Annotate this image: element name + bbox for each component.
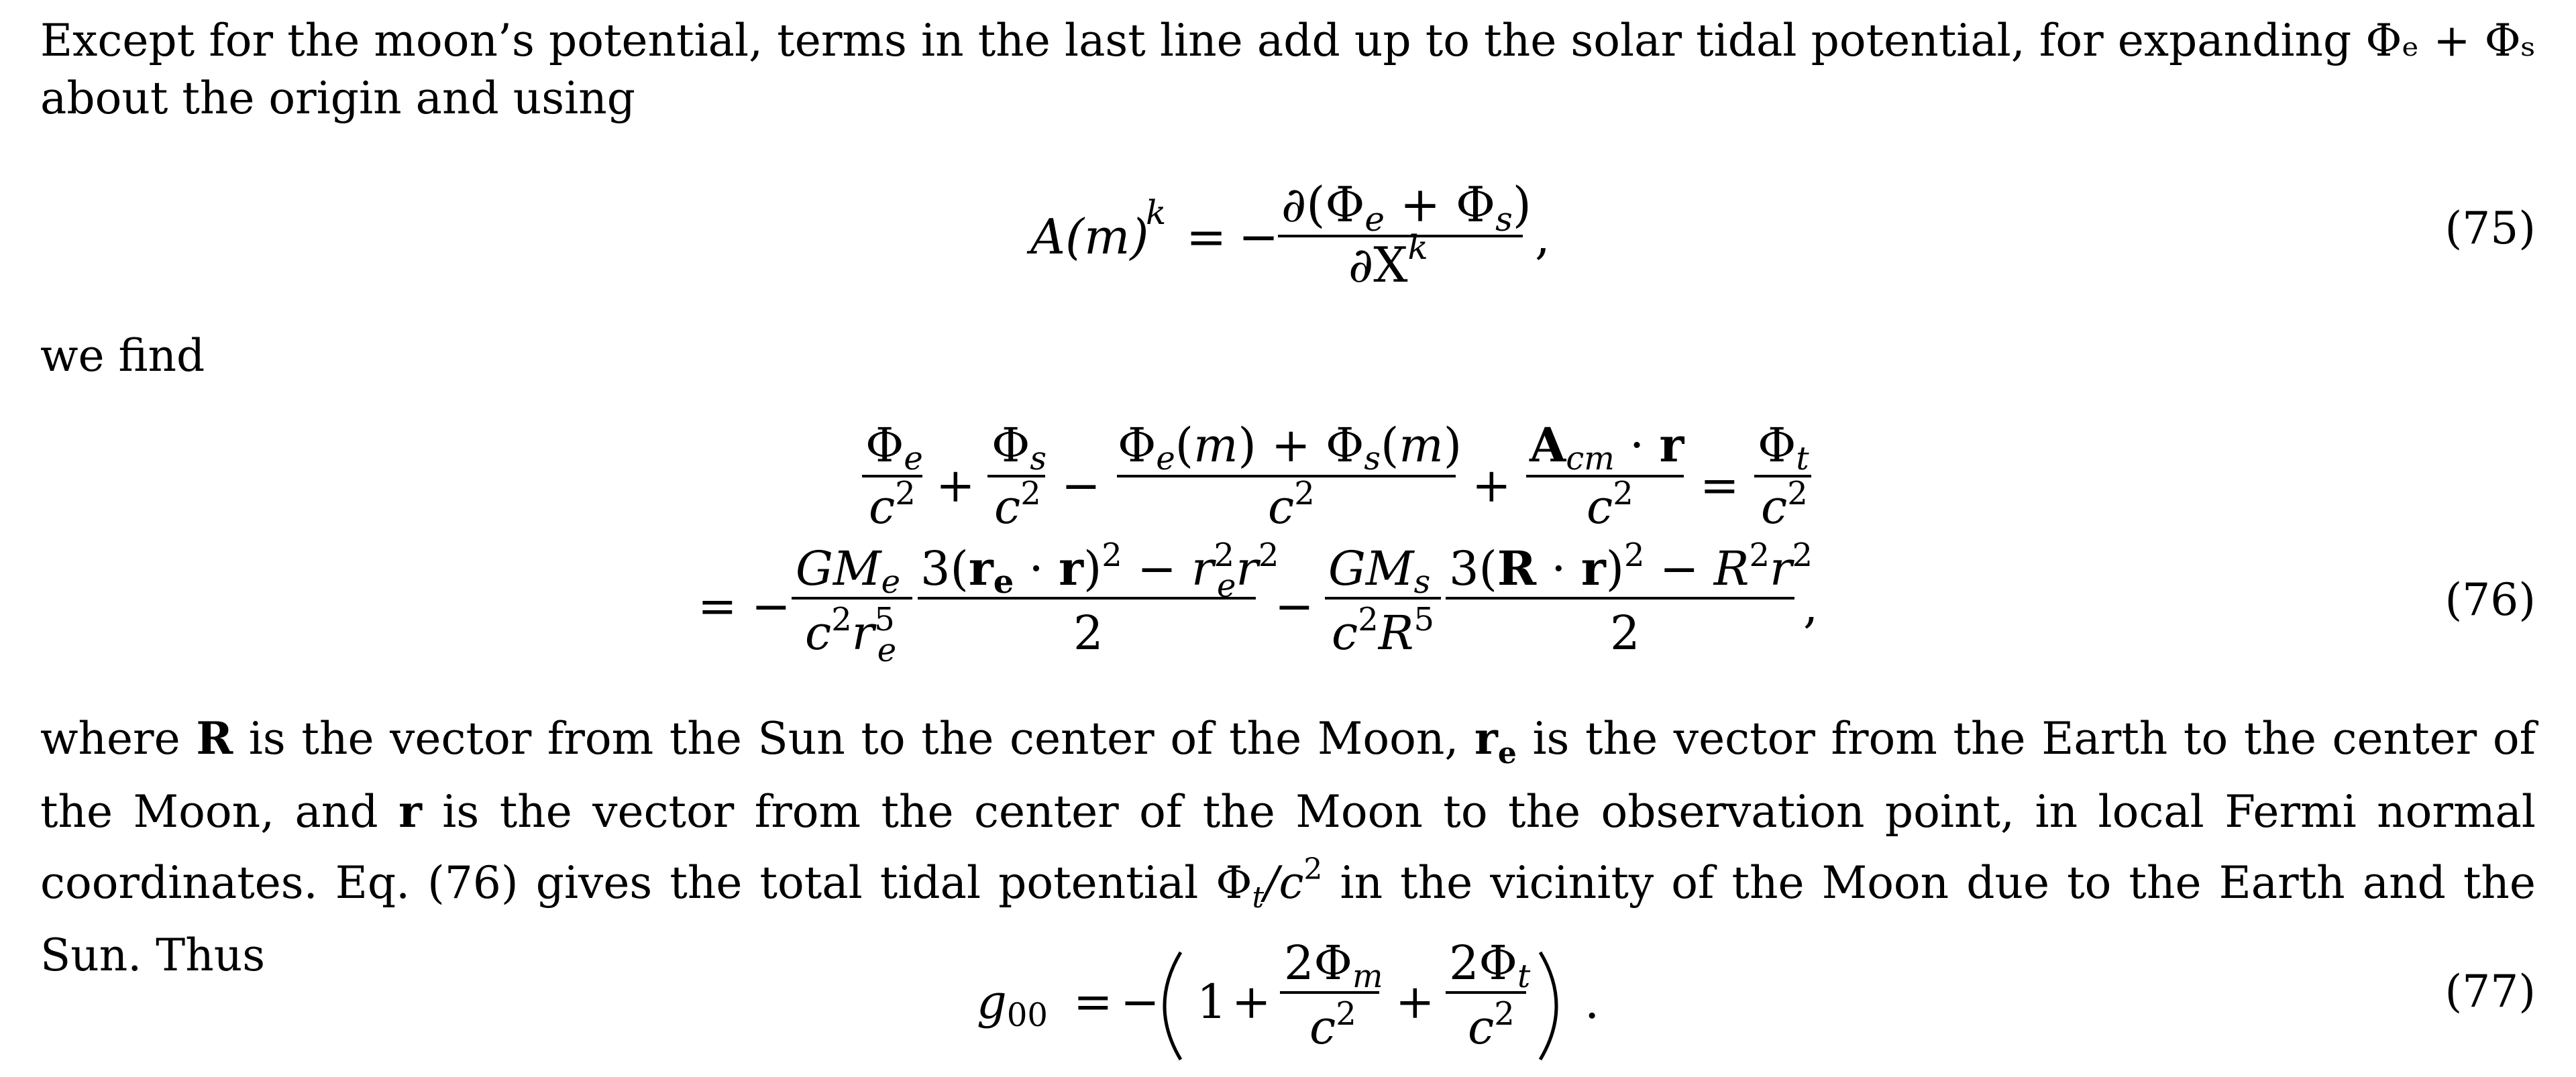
eq77-minus: − (1120, 974, 1160, 1029)
eq77-frac2-den: $c^2$ (1468, 995, 1515, 1055)
eq76-frac4-num: Acm · r (1529, 417, 1684, 477)
eq77-frac1-den: $c^2$ (1309, 995, 1356, 1055)
eq76-number: (76) (2445, 574, 2536, 626)
eq76-frac5-den: $c^2$ (1761, 475, 1808, 534)
eq76-minus1: − (1061, 458, 1101, 513)
p3-text-f: in the vicinity of the Moon due to the Earth and the Sun. Thus (40, 857, 2536, 981)
eq75-lhs: A(m) (1030, 209, 1149, 265)
eq75-equals: = (1186, 209, 1227, 265)
p3-text-d: is the vector from the center of the Moon to the observation point, in local Fermi normal coordinates. Eq. (76) gives the total tidal potential Φ (40, 786, 2536, 909)
eq76-comma: , (1803, 579, 1819, 634)
eq77-left-paren (1165, 952, 1181, 1060)
eq76-frac4-den: $c^2$ (1587, 475, 1633, 534)
eq77-frac2-num: 2Φt (1449, 936, 1531, 995)
eq76-frac3-den: $c^2$ (1268, 475, 1315, 534)
paragraph-we-find-text: we find (40, 330, 205, 382)
eq77-equals: = (1073, 974, 1113, 1029)
p3-text-b: is the vector from the Sun to the center of the Moon, (233, 713, 1475, 764)
eq76-frac2-den: $c^2$ (994, 475, 1041, 534)
eq77-number: (77) (2445, 966, 2536, 1017)
eq76-frac9-den: 2 (1610, 606, 1640, 661)
eq76-frac2-num: Φs (991, 418, 1047, 477)
eq75-denominator: $\partial X^k$ (1348, 228, 1428, 293)
eq76-frac1-num: Φe (865, 418, 923, 477)
p3-text-c: is the vector from the Earth to the center of the Moon, and (40, 713, 2536, 838)
eq76-frac7-num: $3(re \cdot r)^2 - r^2$ $er^2$ (920, 536, 1279, 605)
p3-vector-R: R (196, 712, 233, 764)
eq75-comma: , (1535, 209, 1550, 265)
eq76-frac8-den: $c^2R^5$ (1332, 601, 1435, 661)
paragraph-intro-text: Except for the moon’s potential, terms in the last line add up to the solar tidal potential, for expanding Φₑ + Φₛ about the origin and using (40, 15, 2536, 124)
eq75-numerator: ∂(Φe + Φs) (1281, 176, 1532, 239)
eq76-plus1: + (936, 458, 975, 513)
p3-sup-2: 2 (1303, 852, 1323, 887)
eq77-period: . (1585, 974, 1600, 1029)
eq77-right-paren (1540, 952, 1556, 1060)
eq76-frac9-num: $3(R \cdot r)^2 - R^2r^2$ (1449, 536, 1813, 596)
p3-text-e: /c (1264, 857, 1304, 909)
p3-text-a: where (40, 713, 197, 764)
eq76-frac1-den: $c^2$ (869, 475, 916, 534)
eq76-frac5-num: Φt (1758, 418, 1809, 477)
eq76-equals2: = (698, 579, 737, 634)
p3-vector-re: r (1474, 712, 1498, 764)
p3-vector-re-sub: e (1497, 736, 1517, 771)
eq75-minus: − (1238, 209, 1279, 265)
eq76-frac7-den: 2 (1073, 606, 1104, 661)
p3-vector-r: r (398, 785, 422, 838)
eq76-frac6-den: $c^2r^5$ e (805, 601, 897, 669)
eq76-frac6-num: GMe (796, 541, 900, 601)
eq75-lhs-sup: k (1146, 193, 1167, 232)
eq77-frac1-num: 2Φm (1284, 936, 1383, 995)
eq76-frac3-num: Φe(m) + Φs(m) (1118, 418, 1462, 477)
eq77-plus1: + (1232, 974, 1271, 1029)
eq76-equals1: = (1700, 458, 1739, 513)
eq76-minus2: − (751, 579, 791, 634)
eq76-plus2: + (1472, 458, 1511, 513)
p3-sub-t: t (1252, 881, 1265, 915)
eq77-lhs: g00 (977, 974, 1048, 1034)
eq77-plus2: + (1395, 974, 1435, 1029)
eq76-frac8-num: GMs (1328, 541, 1431, 601)
eq77-one: 1 (1197, 974, 1227, 1029)
eq76-minus3: − (1275, 579, 1314, 634)
eq75-number: (75) (2445, 203, 2536, 254)
